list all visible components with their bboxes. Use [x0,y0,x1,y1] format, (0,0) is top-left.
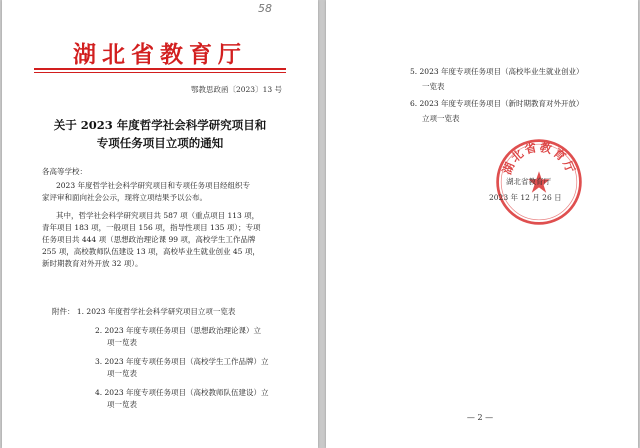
paragraph-line: 任务项目共 444 项（思想政治理论课 99 项，高校学生工作品牌 [42,235,256,244]
page-number: — 2 — [466,413,494,422]
document-page-2 [326,0,638,448]
attachment-item [410,64,625,94]
paragraph-line: 青年项目 183 项，一般项目 156 项，指导性项目 135 项）；专项 [42,223,261,232]
paragraph-line: 新时期教育对外开放 32 项）。 [42,259,143,268]
issuer-header: 湖北省教育厅 [73,42,247,68]
attachment-item-text: 4. 2023 年度专项任务项目（高校教师队伍建设）立 [95,388,269,397]
attachment-item-text: 1. 2023 年度哲学社会科学研究项目立项一览表 [76,307,236,316]
paragraph-1 [42,180,284,204]
attachment-item-text: 6. 2023 年度专项任务项目（新时期教育对外开放） [410,99,584,108]
attachment-item-text: 2. 2023 年度专项任务项目（思想政治理论课）立 [95,326,262,335]
paragraph-line: 2023 年度哲学社会科学研究项目和专项任务项目经组织专 [56,181,250,190]
attachment-item-continuation: 一览表 [422,82,445,91]
attachment-label: 附件： [52,307,75,316]
attachment-item-continuation: 项一览表 [107,400,137,409]
paragraph-line: 家评审和面向社会公示，现将立项结果予以公布。 [42,193,207,202]
paragraph-line: 255 项，高校教师队伍建设 13 项，高校毕业生就业创业 45 项， [42,247,260,256]
red-rule-bottom [34,72,286,73]
svg-text:湖北省教育厅: 湖北省教育厅 [499,139,579,177]
red-rule-top [34,68,286,70]
issuer-signature: 湖北省教育厅 [506,177,551,186]
attachment-item-continuation: 项一览表 [107,369,137,378]
attachment-item-continuation: 项一览表 [107,338,137,347]
salutation: 各高等学校： [42,167,87,176]
attachment-item-text: 3. 2023 年度专项任务项目（高校学生工作品牌）立 [95,357,269,366]
handwritten-page-number: 58 [258,2,272,15]
attachment-list [52,306,292,411]
attachment-item [410,96,625,126]
attachment-item [52,306,292,318]
paragraph-2 [42,210,284,270]
document-title-line-2: 专项任务项目立项的通知 [96,136,224,150]
document-page-1 [2,0,318,448]
paragraph-line: 其中，哲学社会科学研究项目共 587 项（重点项目 113 项， [56,211,260,220]
issue-date: 2023 年 12 月 26 日 [489,193,562,202]
attachment-item-text: 5. 2023 年度专项任务项目（高校毕业生就业创业） [410,67,584,76]
document-number: 鄂教思政函〔2023〕13 号 [190,85,282,94]
document-title-line-1: 关于 2023 年度哲学社会科学研究项目和 [53,118,267,132]
attachment-item-continuation: 立项一览表 [422,114,460,123]
